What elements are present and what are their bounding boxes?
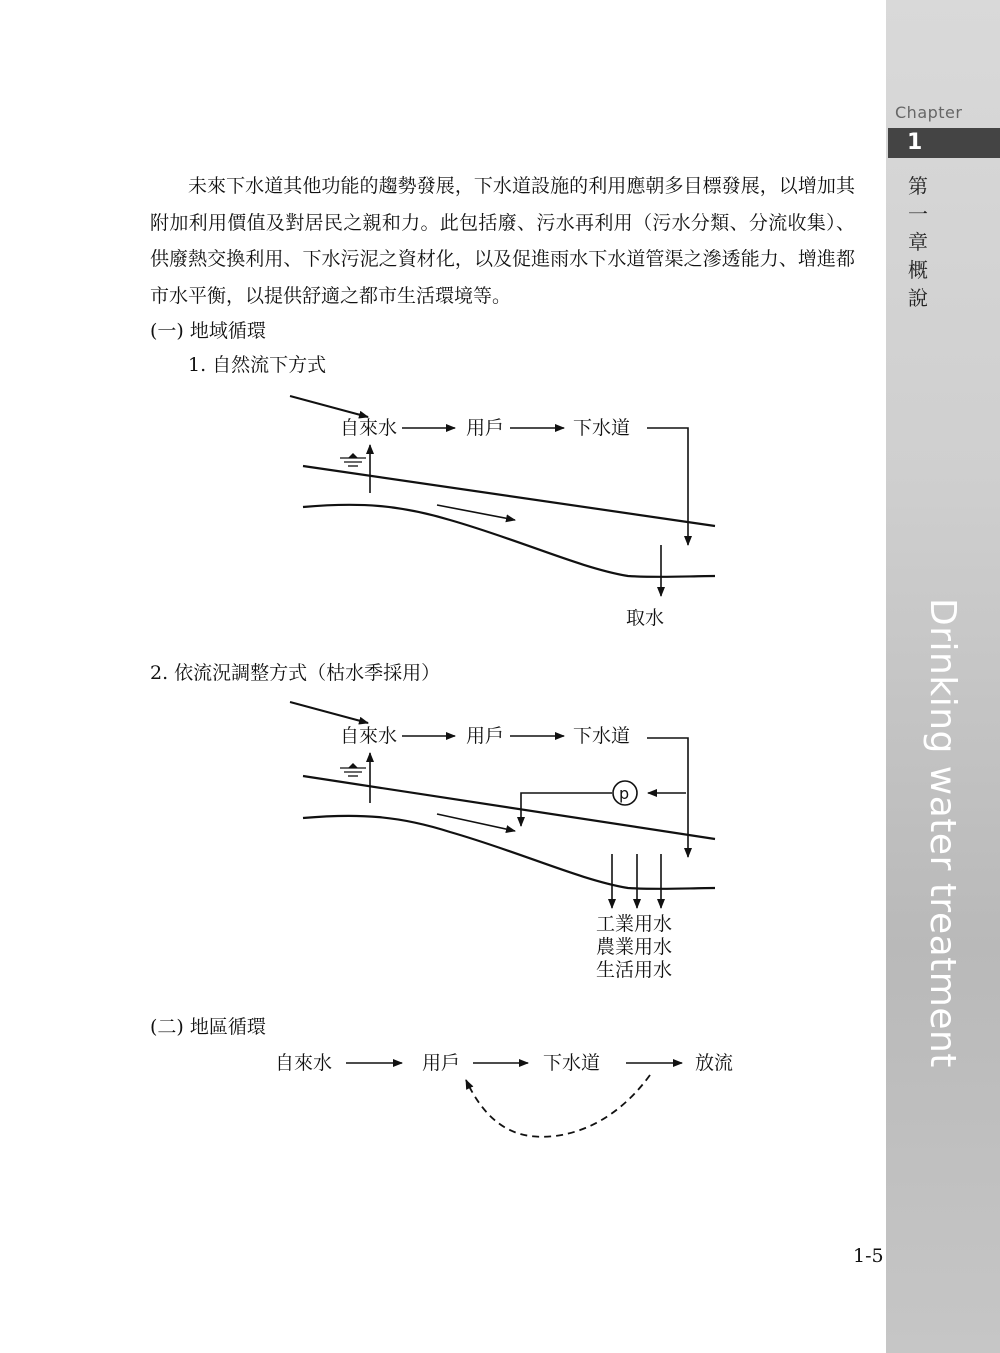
d2-return-line — [647, 738, 688, 857]
d1-water-surface — [303, 466, 715, 526]
d3-discharge-label: 放流 — [695, 1052, 734, 1074]
d3-reuse-dashed-arrow — [466, 1075, 650, 1137]
d2-use-agricultural: 農業用水 — [596, 936, 673, 958]
d2-inflow-arrow — [290, 702, 368, 723]
chapter-number: 1 — [907, 130, 923, 155]
item1-title: 1. 自然流下方式 — [188, 354, 327, 376]
d2-river-bed — [303, 816, 715, 889]
d1-sewer-label: 下水道 — [573, 417, 631, 439]
d1-source-label: 自來水 — [340, 417, 398, 439]
regional-cycle-diagram — [275, 1052, 733, 1137]
chapter-name-line2: 概說 — [908, 258, 928, 310]
page-number: 1-5 — [853, 1245, 884, 1267]
d2-use-domestic: 生活用水 — [596, 959, 673, 981]
body-paragraph: 未來下水道其他功能的趨勢發展，下水道設施的利用應朝多目標發展，以增加其附加利用價值及對居民之親和力。此包括廢、污水再利用（污水分類、分流收集）、供廢熱交換利用、下水污泥之資材化，以及促進雨水下水道管渠之滲透能力、增進都市水平衡，以提供舒適之都市生活環境等。 — [150, 175, 855, 307]
d2-use-industrial: 工業用水 — [596, 913, 673, 935]
d3-user-label: 用戶 — [422, 1052, 461, 1074]
d2-user-label: 用戶 — [466, 725, 505, 747]
inflow-arrow — [290, 396, 368, 417]
chapter-number-box — [888, 128, 1000, 158]
d1-river-bed — [303, 505, 715, 577]
d2-source-label: 自來水 — [340, 725, 398, 747]
section2-heading: (二) 地區循環 — [150, 1016, 266, 1038]
d3-sewer-label: 下水道 — [543, 1052, 601, 1074]
d1-intake-label: 取水 — [626, 607, 665, 629]
d1-flow-direction-arrow — [437, 505, 515, 520]
chapter-label: Chapter — [895, 103, 963, 122]
d2-flow-direction-arrow — [437, 814, 515, 831]
natural-flow-diagram — [290, 396, 715, 629]
flow-adjust-diagram — [290, 702, 715, 981]
chapter-name-line1: 第一章 — [908, 174, 928, 254]
pump-label: p — [619, 784, 630, 803]
item2-title: 2. 依流況調整方式（枯水季採用） — [150, 662, 441, 684]
vertical-book-title: Drinking water treatment — [922, 598, 963, 1068]
section1-heading: (一) 地域循環 — [150, 320, 266, 342]
d3-source-label: 自來水 — [275, 1052, 333, 1074]
d2-sewer-label: 下水道 — [573, 725, 631, 747]
d1-return-line — [647, 428, 688, 545]
d2-water-level-symbol — [340, 763, 366, 776]
d1-user-label: 用戶 — [466, 417, 505, 439]
water-level-symbol — [340, 453, 366, 466]
